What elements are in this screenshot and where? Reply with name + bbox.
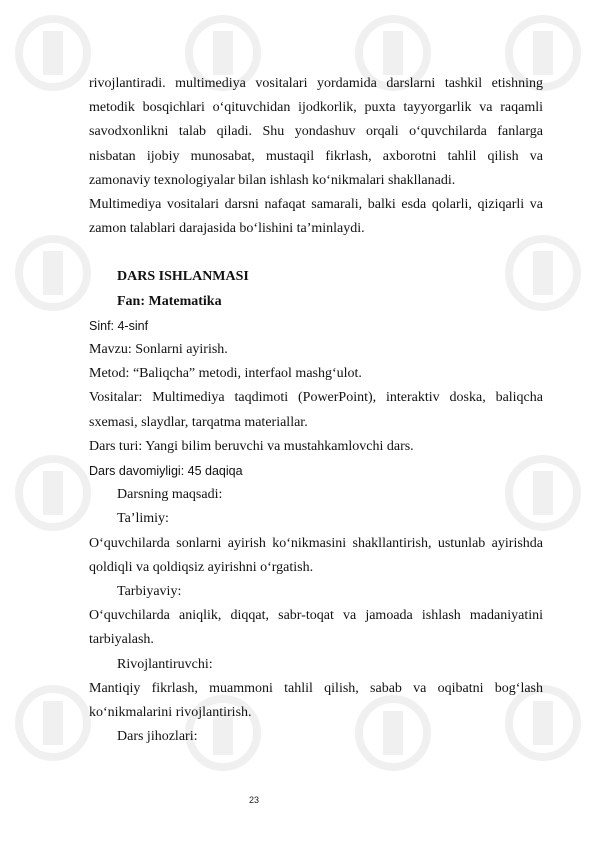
watermark-logo-icon [10, 450, 96, 536]
lesson-type: Dars turi: Yangi bilim beruvchi va mustahkamlovchi dars. [89, 438, 414, 454]
goal-heading: Darsning maqsadi: [117, 487, 223, 503]
intro-paragraph-2: Multimediya vositalari darsni nafaqat samarali, balki esda qolarli, qiziqarli va zamon talablari darajasida bo‘lishini ta’minlaydi. [89, 197, 543, 237]
body-text [89, 72, 543, 749]
lesson-tools: Vositalar: Multimediya taqdimoti (PowerPoint), interaktiv doska, baliqcha sxemasi, slaydlar, tarqatma materiallar. [89, 390, 543, 430]
spacer [89, 241, 543, 265]
lesson-subject: Fan: Matematika [117, 293, 222, 309]
watermark-logo-icon [10, 680, 96, 766]
watermark-logo-icon [10, 230, 96, 316]
lesson-grade: Sinf: 4-sinf [89, 318, 149, 333]
page-number: 23 [248, 795, 259, 805]
lesson-topic: Mavzu: Sonlarni ayirish. [89, 342, 228, 358]
lesson-method: Metod: “Baliqcha” metodi, interfaol mashg‘ulot. [89, 366, 362, 382]
equipment-heading: Dars jihozlari: [117, 729, 198, 745]
intro-paragraph-1: rivojlantiradi. multimediya vositalari yordamida darslarni tashkil etishning metodik bosqichlari o‘qituvchidan ijodkorlik, puxta tayyorgarlik va raqamli savodxonlikni talab qiladi. Shu yondashuv orqali o‘quvchilarda fanlarga nisbatan ijobiy munosabat, mustaqil fikrlash, axborotni tahlil qilish va zamonaviy texnologiyalar bilan ishlash ko‘nikmalari shakllanadi. [89, 76, 543, 188]
upbringing-heading: Tarbiyaviy: [117, 584, 182, 600]
upbringing-text: O‘quvchilarda aniqlik, diqqat, sabr-toqat va jamoada ishlash madaniyatini tarbiyalash. [89, 608, 543, 648]
watermark-logo-icon [10, 10, 96, 96]
lesson-heading: DARS ISHLANMASI [117, 269, 249, 285]
educational-heading: Ta’limiy: [117, 511, 169, 527]
educational-text: O‘quvchilarda sonlarni ayirish ko‘nikmasini shakllantirish, ustunlab ayirishda qoldiqli va qoldiqsiz ayirishni o‘rgatish. [89, 535, 543, 575]
lesson-duration: Dars davomiyligi: 45 daqiqa [89, 464, 243, 479]
developmental-heading: Rivojlantiruvchi: [117, 656, 213, 672]
developmental-text: Mantiqiy fikrlash, muammoni tahlil qilish, sabab va oqibatni bog‘lash ko‘nikmalarini rivojlantirish. [89, 680, 543, 721]
